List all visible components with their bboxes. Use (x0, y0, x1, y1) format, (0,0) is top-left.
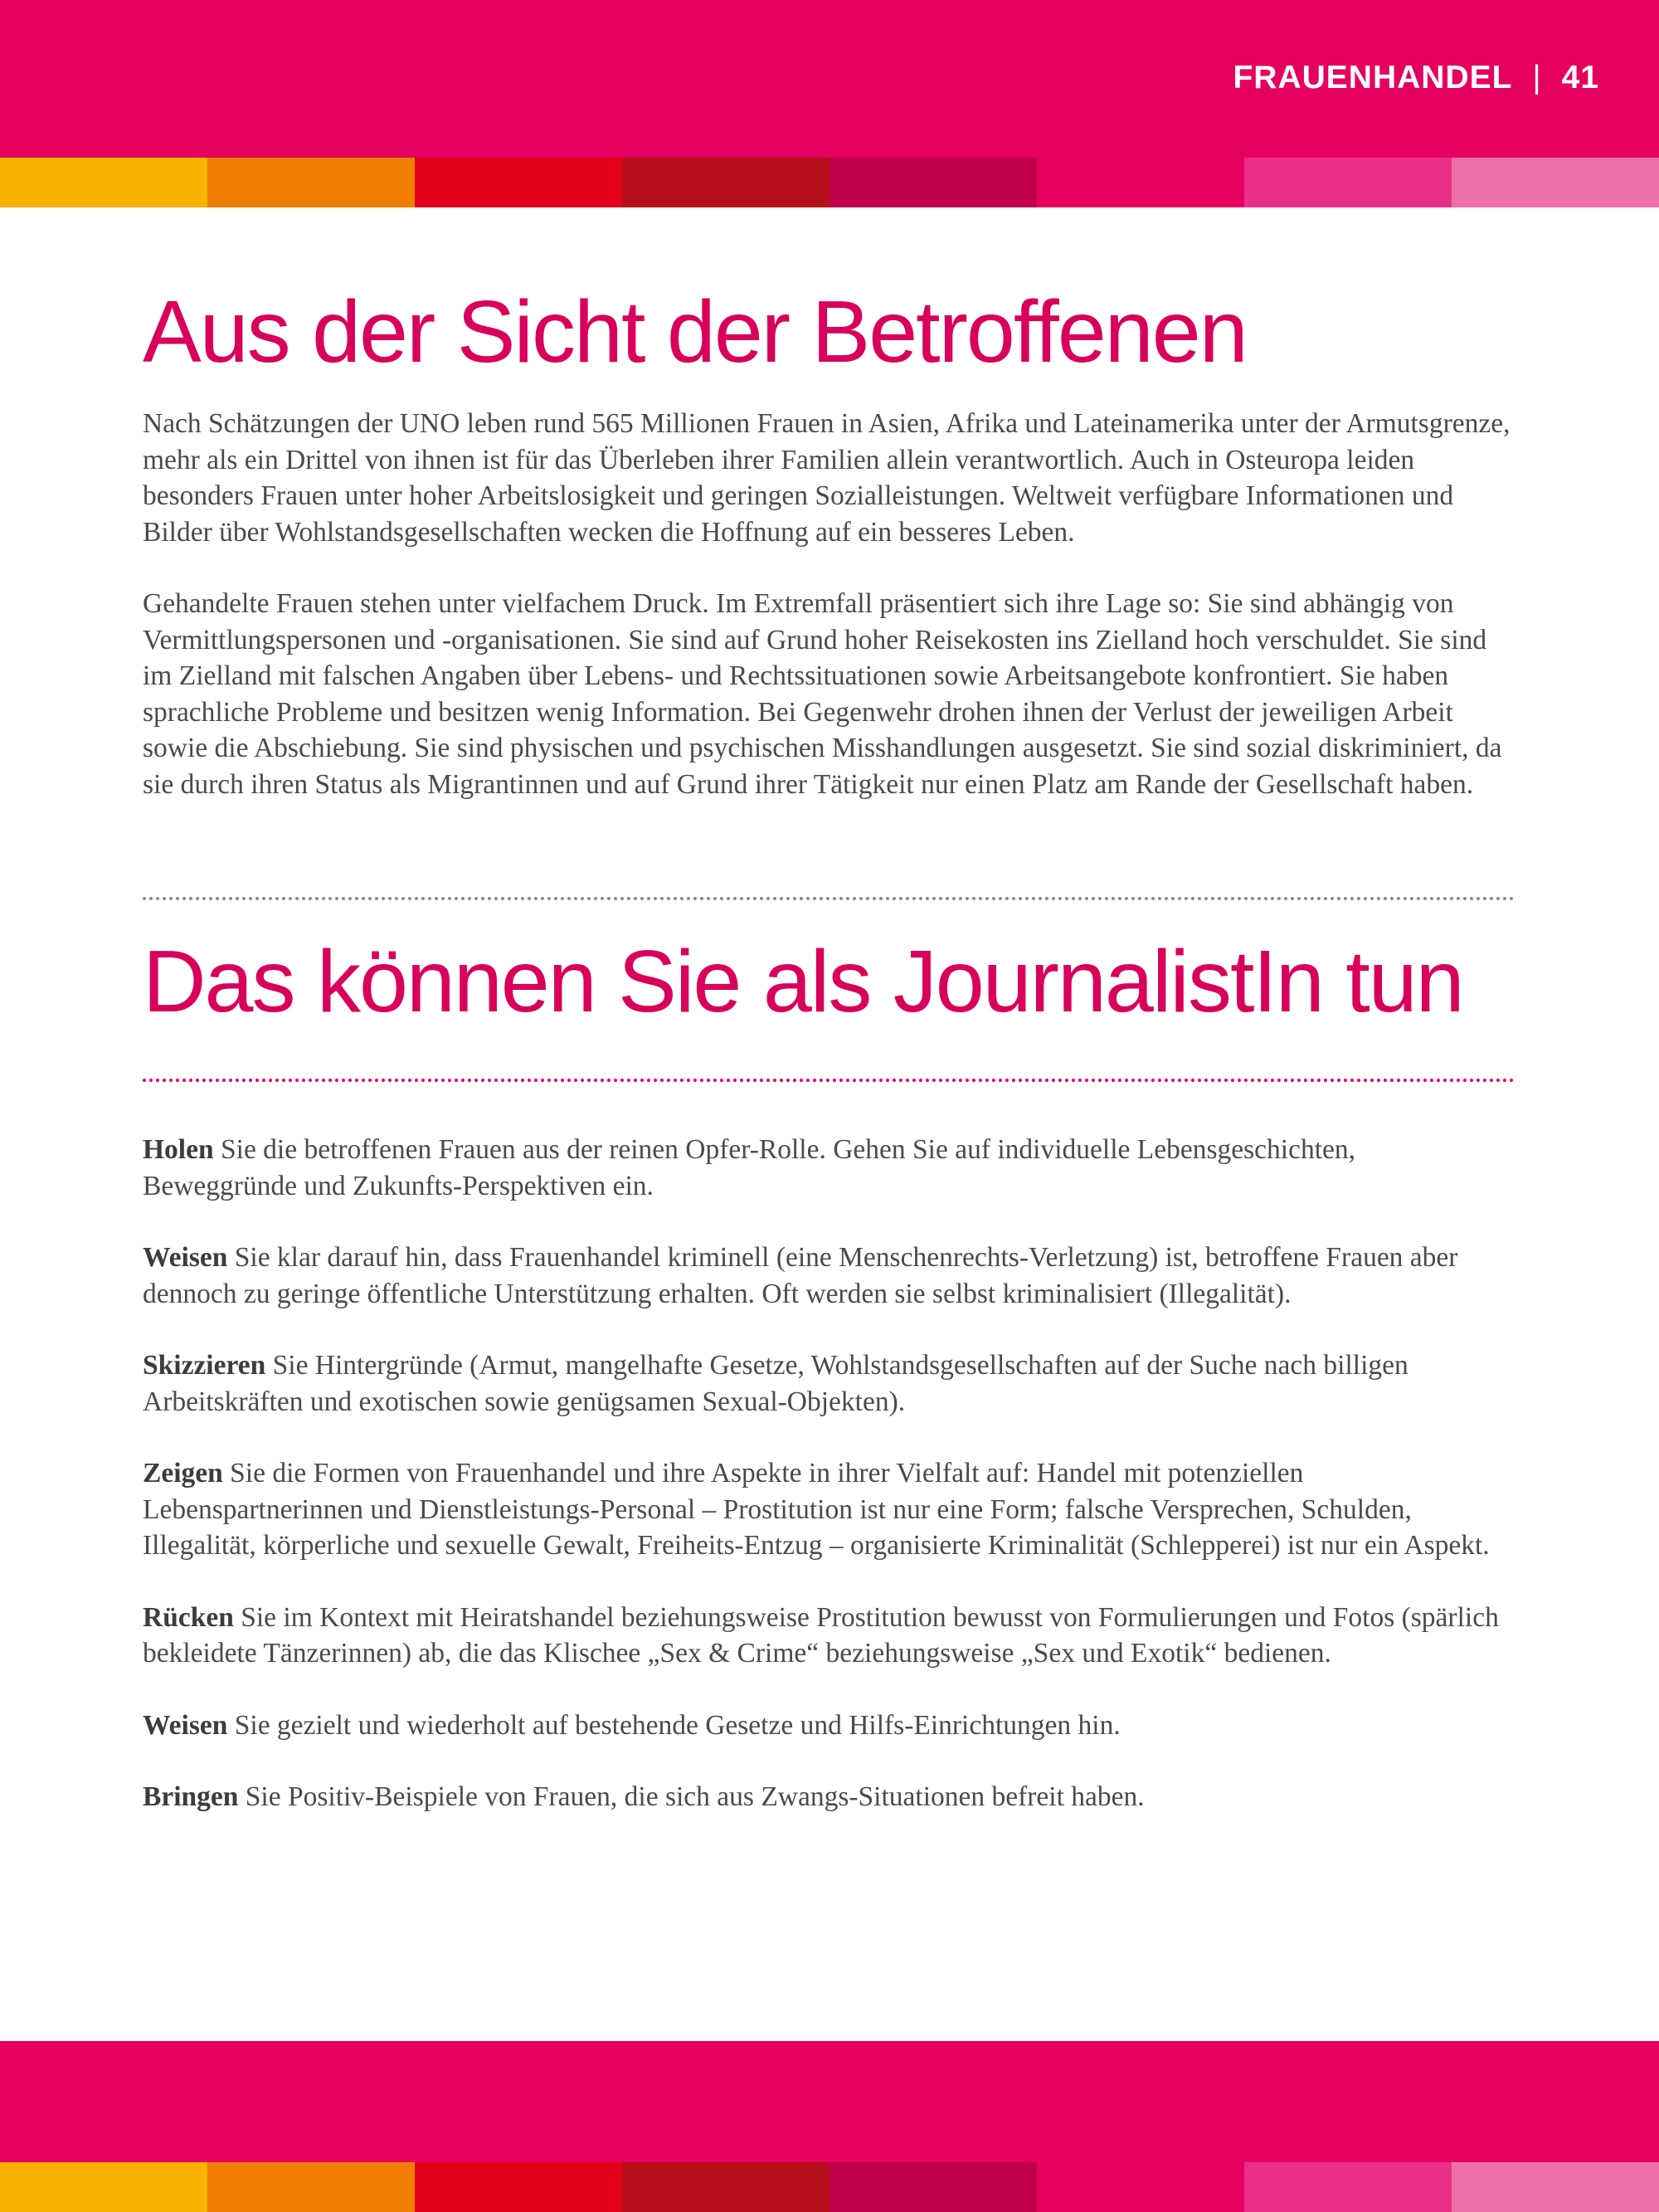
item-text: Sie im Kontext mit Heiratshandel beziehungsweise Prostitution bewusst von Formulierungen und Fotos (spärlich bekleidete Tänzerinnen) ab, die das Klischee „Sex & Crime“ beziehungsweise „Sex und Exotik“ bedienen. (143, 1601, 1499, 1669)
list-item (143, 1779, 1516, 1815)
item-text: Sie gezielt und wiederholt auf bestehende Gesetze und Hilfs-Einrichtungen hin. (227, 1709, 1121, 1741)
item-text: Sie Hintergründe (Armut, mangelhafte Gesetze, Wohlstandsgesellschaften auf der Suche nach billigen Arbeitskräften und exotischen sowie genügsamen Sexual-Objekten). (143, 1350, 1408, 1417)
list-item (143, 1455, 1516, 1564)
stripe-segment (1244, 2162, 1452, 2212)
list-item (143, 1132, 1516, 1204)
section-heading-betroffenen: Aus der Sicht der Betroffenen (143, 283, 1247, 381)
stripe-segment (622, 158, 830, 207)
section-heading-journalistin: Das können Sie als JournalistIn tun (143, 933, 1463, 1030)
stripe-segment (415, 2162, 622, 2212)
section-body-betroffenen (143, 406, 1516, 802)
paragraph: Nach Schätzungen der UNO leben rund 565 Millionen Frauen in Asien, Afrika und Lateinamerika unter der Armutsgrenze, mehr als ein Drittel von ihnen ist für das Überleben ihrer Familien allein verantwortlich. Auch in Osteuropa leiden besonders Frauen unter hoher Arbeitslosigkeit und geringen Sozialleistungen. Weltweit verfügbare Informationen und Bilder über Wohlstandsgesellschaften wecken die Hoffnung auf ein besseres Leben. (143, 408, 1511, 548)
page-number: 41 (1561, 60, 1599, 95)
stripe-segment (207, 158, 415, 207)
stripe-segment (1244, 158, 1452, 207)
stripe-segment (830, 2162, 1037, 2212)
dotted-divider (143, 897, 1515, 900)
list-item (143, 1347, 1516, 1420)
stripe-segment (1037, 158, 1244, 207)
color-stripe-top (0, 158, 1659, 207)
dotted-divider-pink (143, 1079, 1515, 1082)
stripe-segment (207, 2162, 415, 2212)
stripe-segment (830, 158, 1037, 207)
stripe-segment (622, 2162, 830, 2212)
running-header (1233, 60, 1599, 96)
item-lead: Skizzieren (143, 1350, 266, 1381)
paragraph: Gehandelte Frauen stehen unter vielfachem Druck. Im Extremfall präsentiert sich ihre Lage so: Sie sind abhängig von Vermittlungspersonen und -organisationen. Sie sind auf Grund hoher Reisekosten ins Zielland hoch verschuldet. Sie sind im Zielland mit falschen Angaben über Lebens- und Rechtssituationen sowie Arbeitsangebote konfrontiert. Sie haben sprachliche Probleme und besitzen wenig Information. Bei Gegenwehr drohen ihnen der Verlust der jeweiligen Arbeit sowie die Abschiebung. Sie sind physischen und psychischen Misshandlungen ausgesetzt. Sie sind sozial diskriminiert, da sie durch ihren Status als Migrantinnen und auf Grund ihrer Tätigkeit nur einen Platz am Rande der Gesellschaft haben. (143, 588, 1502, 800)
item-text: Sie die betroffenen Frauen aus der reinen Opfer-Rolle. Gehen Sie auf individuelle Lebensgeschichten, Beweggründe und Zukunfts-Perspektiven ein. (143, 1134, 1356, 1201)
item-lead: Weisen (143, 1709, 228, 1741)
stripe-segment (0, 158, 207, 207)
stripe-segment (1452, 2162, 1659, 2212)
item-lead: Weisen (143, 1242, 228, 1273)
item-text: Sie Positiv-Beispiele von Frauen, die sich aus Zwangs-Situationen befreit haben. (238, 1781, 1145, 1812)
list-item (143, 1600, 1516, 1672)
header-separator: | (1532, 60, 1542, 95)
footer-band (0, 2041, 1659, 2162)
item-lead: Bringen (143, 1781, 239, 1812)
section-name: FRAUENHANDEL (1233, 60, 1513, 95)
item-lead: Zeigen (143, 1458, 223, 1488)
stripe-segment (415, 158, 622, 207)
color-stripe-bottom (0, 2162, 1659, 2212)
item-text: Sie die Formen von Frauenhandel und ihre Aspekte in ihrer Vielfalt auf: Handel mit potenziellen Lebenspartnerinnen und Dienstleistungs-Personal – Prostitution ist nur eine Form; falsche Versprechen, Schulden, Illegalität, körperliche und sexuelle Gewalt, Freiheits-Entzug – organisierte Kriminalität (Schlepperei) ist nur ein Aspekt. (143, 1458, 1490, 1561)
stripe-segment (0, 2162, 207, 2212)
header-band (0, 0, 1659, 158)
item-lead: Rücken (143, 1601, 234, 1633)
list-item (143, 1708, 1516, 1744)
item-lead: Holen (143, 1134, 214, 1165)
stripe-segment (1037, 2162, 1244, 2212)
item-text: Sie klar darauf hin, dass Frauenhandel kriminell (eine Menschenrechts-Verletzung) ist, betroffene Frauen aber dennoch zu geringe öffentliche Unterstützung erhalten. Oft werden sie selbst kriminalisiert (Illegalität). (143, 1242, 1458, 1309)
recommendation-list (143, 1132, 1516, 1815)
stripe-segment (1452, 158, 1659, 207)
list-item (143, 1240, 1516, 1312)
